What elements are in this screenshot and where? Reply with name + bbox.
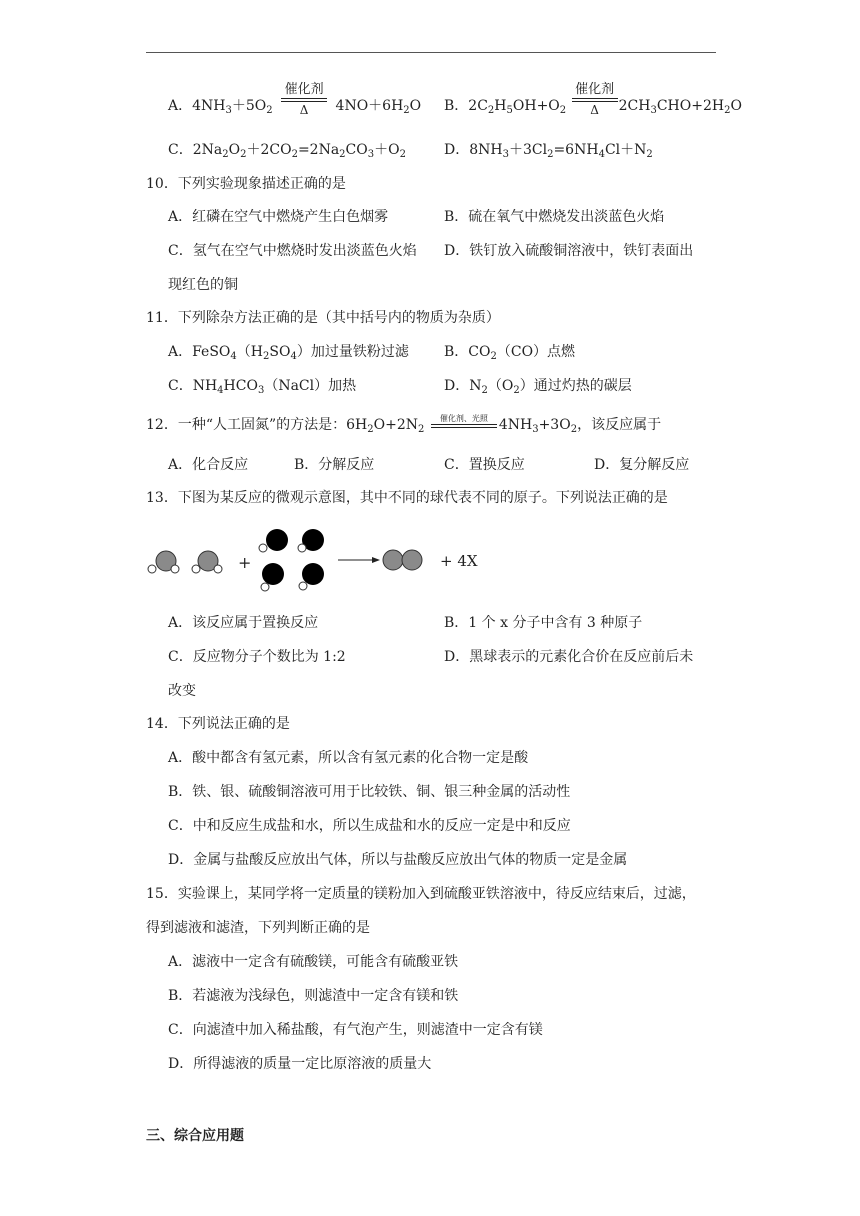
q15-stem-line1: 15．实验课上，某同学将一定质量的镁粉加入到硫酸亚铁溶液中，待反应结束后，过滤， — [146, 886, 696, 902]
reactant-molecule-5 — [261, 563, 284, 591]
q9-option-c[interactable]: C．$2Na_2O_2+2CO_2=2Na_2CO_3+O_2$ — [168, 142, 406, 160]
q13-reaction-diagram — [140, 526, 500, 596]
q15-option-a[interactable]: A．滤液中一定含有硫酸镁，可能含有硫酸亚铁 — [168, 954, 459, 970]
q12-stem: 12．一种“人工固氮”的方法是：$6H_2O+2N_2$ 催化剂、光照 $4NH_3+3O_2$，该反应属于 — [146, 414, 662, 435]
reactant-molecule-2 — [192, 551, 222, 573]
q14-stem: 14．下列说法正确的是 — [146, 716, 290, 732]
q15-stem-line2: 得到滤液和滤渣，下列判断正确的是 — [146, 920, 370, 936]
q9-b-condition: 催化剂 Δ — [572, 82, 618, 118]
q12-option-a[interactable]: A．化合反应 — [168, 457, 249, 473]
q14-option-c[interactable]: C．中和反应生成盐和水，所以生成盐和水的反应一定是中和反应 — [168, 818, 571, 834]
q12-option-c[interactable]: C．置换反应 — [444, 457, 525, 473]
q10-option-a[interactable]: A．红磷在空气中燃烧产生白色烟雾 — [168, 209, 389, 225]
q13-option-d-cont: 改变 — [168, 683, 196, 699]
reactant-molecule-3 — [259, 529, 288, 552]
q13-option-b[interactable]: B．1 个 x 分子中含有 3 种原子 — [444, 615, 643, 631]
q14-option-b[interactable]: B．铁、银、硫酸铜溶液可用于比较铁、铜、银三种金属的活动性 — [168, 784, 571, 800]
q10-option-c[interactable]: C．氢气在空气中燃烧时发出淡蓝色火焰 — [168, 243, 417, 259]
q9-option-d[interactable]: D．$8NH_3+3Cl_2=6NH_4Cl+N_2$ — [444, 142, 653, 160]
reaction-plus-sign: + — [238, 553, 252, 572]
q13-option-d[interactable]: D．黑球表示的元素化合价在反应前后未 — [444, 649, 694, 665]
q9-a-condition: 催化剂 Δ — [281, 82, 327, 118]
q11-option-c[interactable]: C．$NH_4HCO_3(NaCl)$加热 — [168, 378, 357, 396]
q15-option-d[interactable]: D．所得滤液的质量一定比原溶液的质量大 — [168, 1056, 432, 1072]
q13-option-a[interactable]: A．该反应属于置换反应 — [168, 615, 319, 631]
q9-option-a[interactable]: A．$4NH_3+5O_2$ 催化剂 Δ $4NO+6H_2O$ — [168, 82, 422, 117]
reactant-molecule-1 — [148, 551, 179, 573]
reaction-arrow — [338, 557, 380, 563]
q15-option-c[interactable]: C．向滤渣中加入稀盐酸，有气泡产生，则滤渣中一定含有镁 — [168, 1022, 543, 1038]
q12-option-d[interactable]: D．复分解反应 — [594, 457, 690, 473]
q9-option-b[interactable]: B．$2C_2H_5OH+O_2$ 催化剂 Δ $2CH_3CHO+2H_2O$ — [444, 82, 742, 117]
q10-option-d-cont: 现红色的铜 — [168, 277, 238, 293]
q10-stem: 10．下列实验现象描述正确的是 — [146, 176, 346, 192]
product-molecule — [383, 550, 422, 570]
q14-option-a[interactable]: A．酸中都含有氢元素，所以含有氢元素的化合物一定是酸 — [168, 750, 529, 766]
q13-stem: 13．下图为某反应的微观示意图，其中不同的球代表不同的原子。下列说法正确的是 — [146, 490, 668, 506]
section-3-heading: 三、综合应用题 — [146, 1128, 244, 1144]
q10-option-b[interactable]: B．硫在氧气中燃烧发出淡蓝色火焰 — [444, 209, 665, 225]
q13-option-c[interactable]: C．反应物分子个数比为 1:2 — [168, 649, 346, 665]
q11-stem: 11．下列除杂方法正确的是（其中括号内的物质为杂质） — [146, 310, 500, 326]
q14-option-d[interactable]: D．金属与盐酸反应放出气体，所以与盐酸反应放出气体的物质一定是金属 — [168, 852, 628, 868]
header-rule — [146, 52, 716, 53]
q11-option-b[interactable]: B．$CO_2(CO)$点燃 — [444, 344, 576, 362]
q12-option-b[interactable]: B．分解反应 — [294, 457, 375, 473]
q12-condition: 催化剂、光照 — [431, 414, 497, 428]
product-extra-label: + 4X — [440, 552, 478, 570]
q11-option-a[interactable]: A．$FeSO_4(H_2SO_4)$加过量铁粉过滤 — [168, 344, 409, 362]
q15-option-b[interactable]: B．若滤液为浅绿色，则滤渣中一定含有镁和铁 — [168, 988, 459, 1004]
reactant-molecule-6 — [299, 563, 324, 590]
reactant-molecule-4 — [298, 529, 324, 552]
q10-option-d[interactable]: D．铁钉放入硫酸铜溶液中，铁钉表面出 — [444, 243, 694, 259]
q11-option-d[interactable]: D．$N_2(O_2)$通过灼热的碳层 — [444, 378, 632, 396]
